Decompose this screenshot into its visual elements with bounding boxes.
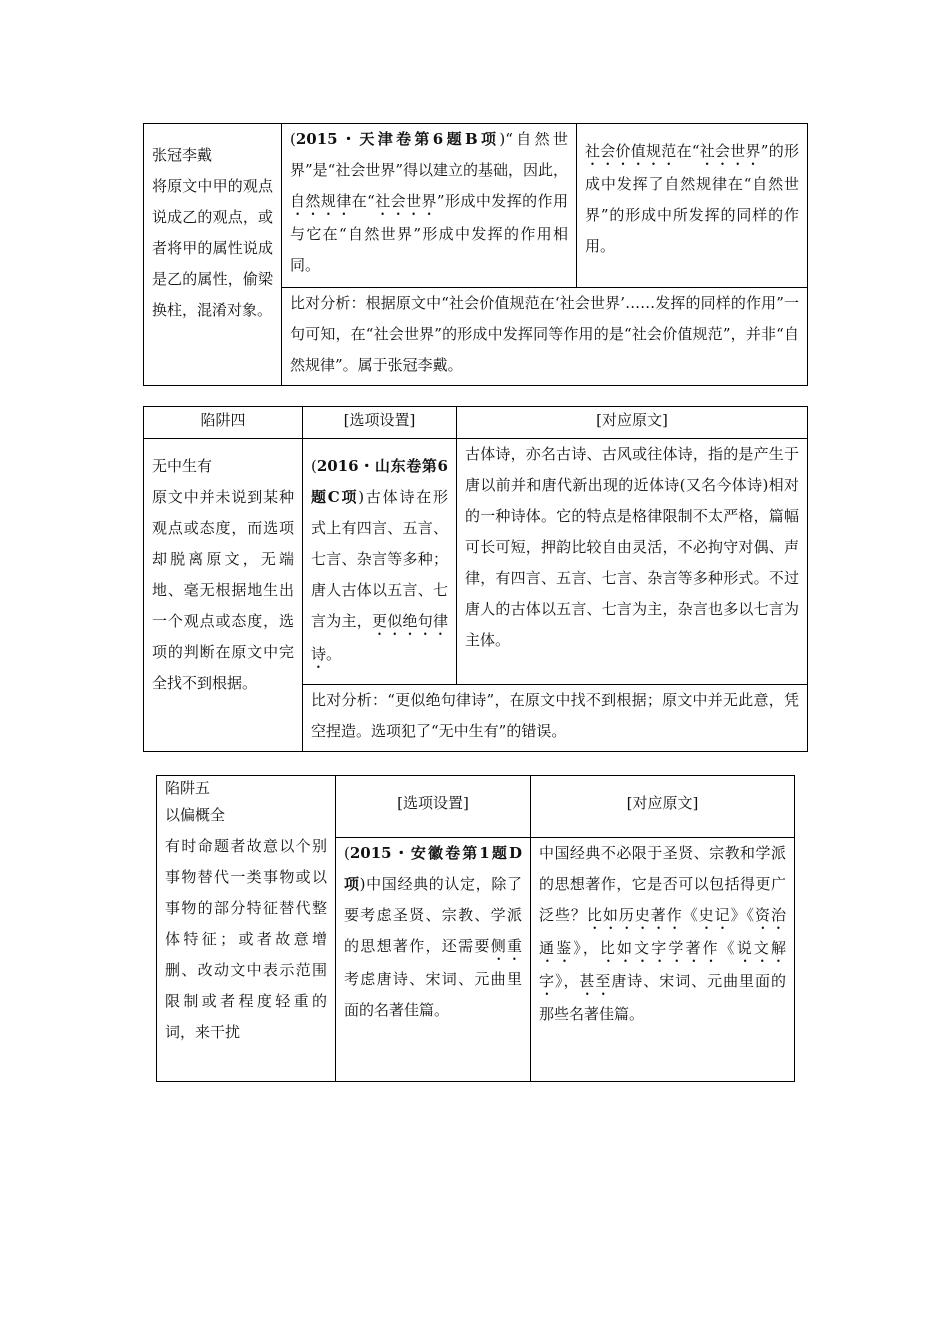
trap5-header-original: [对应原文]	[531, 776, 795, 838]
trap5-original-cell: 中国经典不必限于圣贤、宗教和学派的思想著作，它是否可以包括得更广泛些？比如历史著作《史记》《资治通鉴》，比如文字学著作《说文解字》，甚至唐诗、宋词、元曲里面的那些名著佳篇。	[531, 838, 795, 1082]
trap3-description: 将原文中甲的观点说成乙的观点，或者将甲的属性说成是乙的属性，偷梁换柱，混淆对象。	[152, 177, 273, 319]
trap5-table	[156, 775, 795, 1082]
trap5-title: 以偏概全	[165, 806, 226, 824]
trap4-option-emphasis: 更似绝句律诗	[311, 612, 448, 663]
trap4-header-original: [对应原文]	[457, 407, 808, 439]
trap4-description: 原文中并未说到某种观点或态度，而选项却脱离原文，无端地、毫无根据地生出一个观点或态度，选项的判断在原文中完全找不到根据。	[152, 488, 294, 692]
trap3-option-source: 2015・天津卷第6题B项	[295, 130, 500, 148]
trap3-option-emphasis-2: “社会世界”	[367, 192, 445, 210]
trap5-original-emphasis-3: 甚至	[579, 972, 612, 990]
trap4-option-source: 2016・山东卷第6题C项	[311, 457, 448, 506]
trap4-label-cell	[144, 439, 303, 752]
trap5-header-trap: 陷阱五	[165, 779, 211, 797]
trap3-title: 张冠李戴	[152, 146, 213, 164]
trap4-header-trap: 陷阱四	[144, 407, 303, 439]
trap4-original-cell: 古体诗，亦名古诗、古风或往体诗，指的是产生于唐以前并和唐代新出现的近体诗(又名今体诗)相对的一种诗体。它的特点是格律限制不太严格，篇幅可长可短，押韵比较自由灵活，不必拘守对偶、声律，有四言、五言、七言、杂言等多种形式。不过唐人的古体以五言、七言为主，杂言也多以七言为主体。	[457, 439, 808, 685]
trap3-analysis: 比对分析：根据原文中“社会价值规范在‘社会世界’……发挥的同样的作用”一句可知，在“社会世界”的形成中发挥同等作用的是“社会价值规范”，并非“自然规律”。属于张冠李戴。	[282, 288, 808, 386]
trap5-original-emphasis-2: 比如文字学著作《说文解字》	[539, 939, 786, 990]
trap4-table	[143, 406, 808, 752]
trap3-label-cell	[144, 124, 282, 386]
trap4-analysis: 比对分析：“更似绝句律诗”，在原文中找不到根据；原文中并无此意，凭空捏造。选项犯了“无中生有”的错误。	[303, 685, 808, 752]
trap3-original-emphasis-1: 社会价值规范	[585, 142, 677, 160]
trap3-original-emphasis-2: “社会世界”	[691, 142, 769, 160]
trap5-original-emphasis-1: 比如历史著作《史记》《资治通鉴》	[539, 906, 786, 957]
trap3-original-cell: 社会价值规范在“社会世界”的形成中发挥了自然规律在“自然世界”的形成中所发挥的同样的作用。	[577, 124, 808, 288]
trap3-table	[143, 123, 808, 386]
trap5-label-cell	[157, 776, 336, 1082]
trap5-option-cell: (2015・安徽卷第1题D项)中国经典的认定，除了要考虑圣贤、宗教、学派的思想著作，还需要侧重考虑唐诗、宋词、元曲里面的名著佳篇。	[336, 838, 531, 1082]
trap3-option-emphasis-1: 自然规律	[290, 192, 352, 210]
trap5-option-source: 2015・安徽卷第1题D项	[344, 844, 522, 893]
trap4-header-option: [选项设置]	[303, 407, 457, 439]
trap5-header-option: [选项设置]	[336, 776, 531, 838]
trap5-description: 有时命题者故意以个别事物替代一类事物或以事物的部分特征替代整体特征；或者故意增删、改动文中表示范围限制或者程度轻重的词，来干扰	[165, 837, 327, 1041]
trap5-option-emphasis: 侧重	[490, 937, 522, 955]
trap4-title: 无中生有	[152, 457, 213, 475]
trap3-option-cell: (2015・天津卷第6题B项)“自然世界”是“社会世界”得以建立的基础，因此，自然规律在“社会世界”形成中发挥的作用与它在“自然世界”形成中发挥的作用相同。	[282, 124, 577, 288]
trap4-option-cell: (2016・山东卷第6题C项)古体诗在形式上有四言、五言、七言、杂言等多种；唐人古体以五言、七言为主，更似绝句律诗。	[303, 439, 457, 685]
